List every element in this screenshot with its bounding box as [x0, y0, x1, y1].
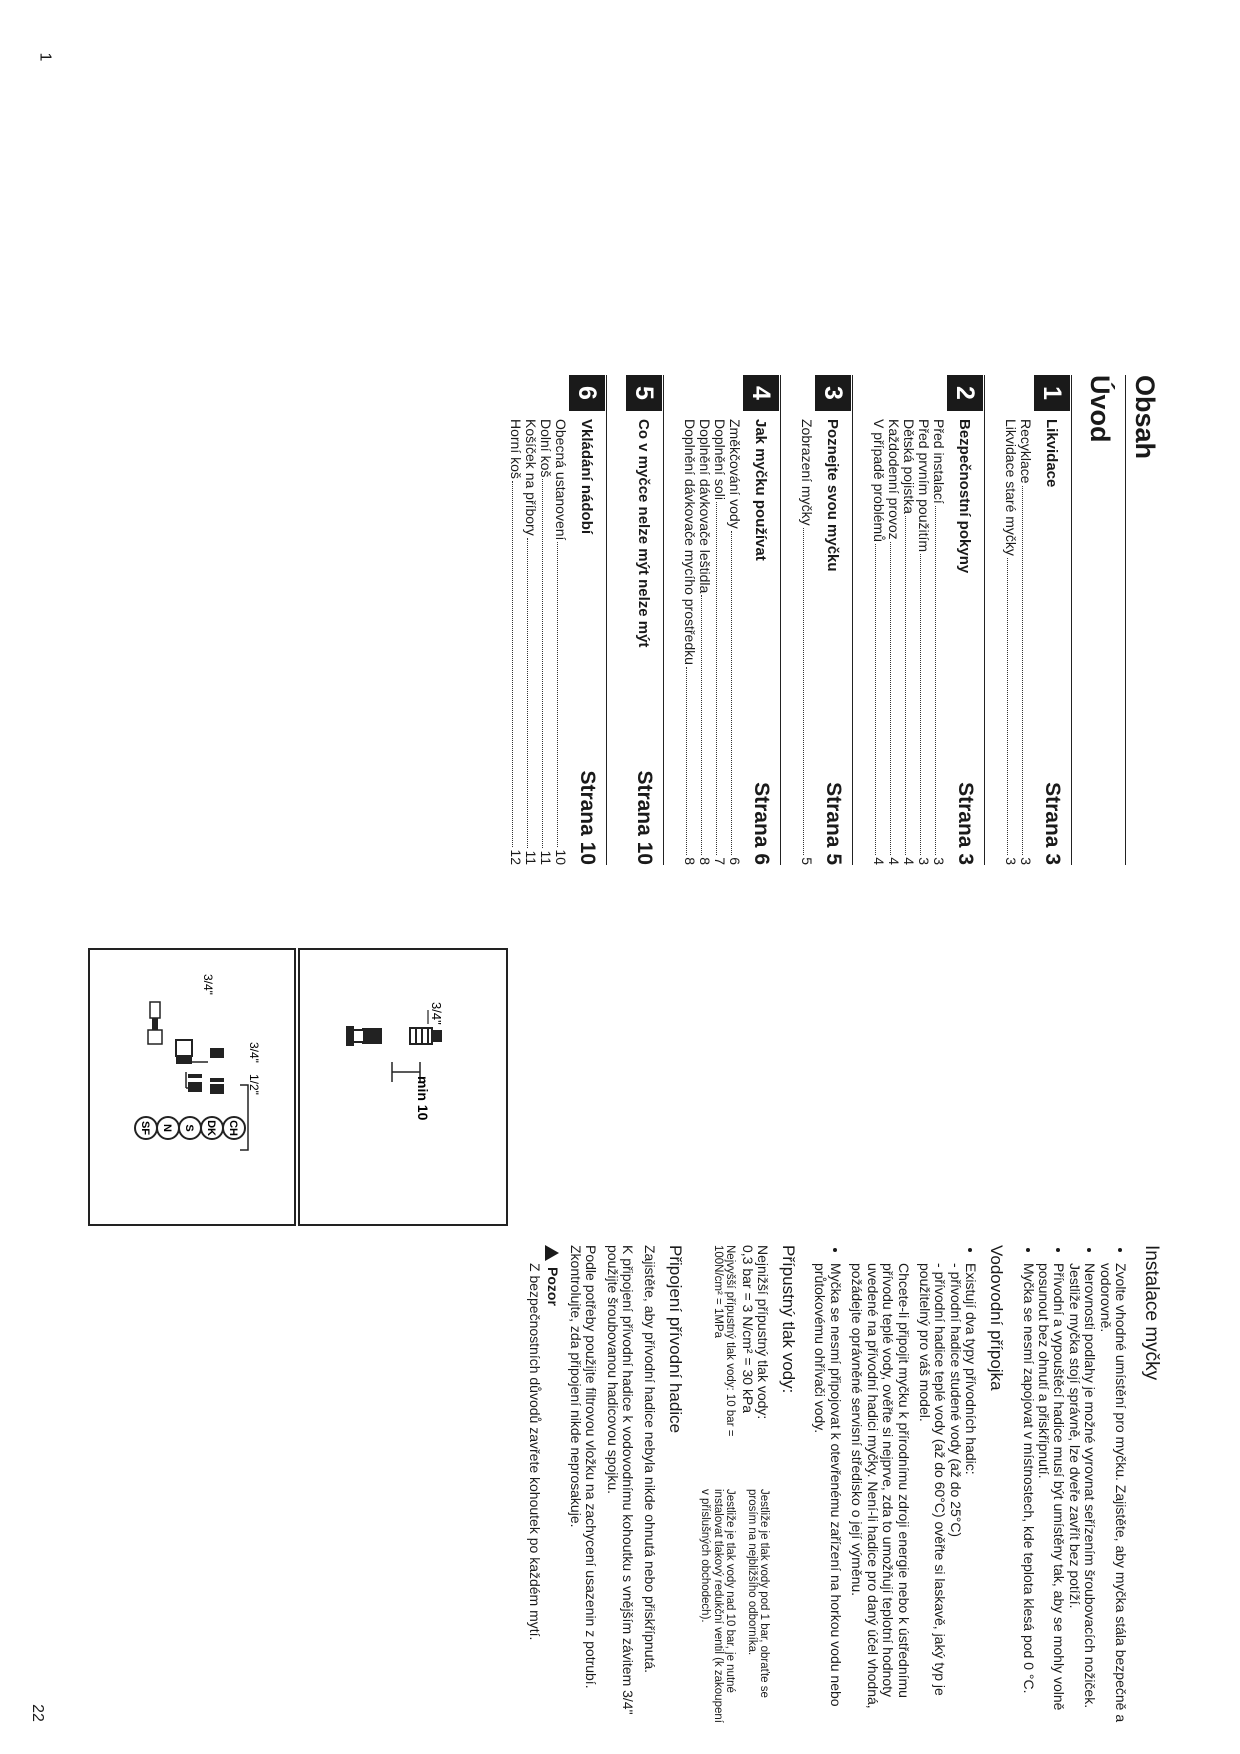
- page-number-left: 1: [36, 52, 54, 62]
- pressure-max-label: Nejvyšší přípustný tlak vody: 10 bar = 100N/cm² = 1MPa: [711, 1245, 737, 1437]
- toc-entry-page: 11: [538, 850, 554, 865]
- toc-entry-label: Před prvním použitím: [916, 419, 932, 553]
- installation-section: [521, 1245, 1162, 1723]
- toc-leader-dots: [1022, 486, 1033, 856]
- toc-entry: [931, 419, 946, 865]
- svg-text:DK: DK: [205, 1120, 217, 1136]
- toc-section-header: [625, 375, 664, 865]
- list-item: [917, 1263, 979, 1723]
- toc-entry-label: Horní koš: [508, 419, 524, 479]
- toc-section-title: Poznejte svou myčku: [824, 419, 842, 572]
- country-code-CH: [223, 1117, 245, 1139]
- toc-section-title: Vkládání nádobí: [578, 419, 596, 535]
- toc-entry-label: Doplnění soli: [712, 419, 728, 500]
- toc-section-header: [1033, 375, 1072, 865]
- section-number-badge: 5: [626, 375, 662, 411]
- toc-entry-label: Košíček na příbory: [523, 419, 539, 536]
- toc-entry: [508, 419, 523, 865]
- toc-section-title: Jak myčku používat: [752, 419, 770, 561]
- toc-leader-dots: [542, 479, 553, 848]
- country-code-DK: [201, 1117, 223, 1139]
- svg-text:S: S: [183, 1124, 195, 1132]
- toc-entry: [712, 419, 727, 865]
- hose-paragraph-3a: Podle potřeby použijte filtrovou vložku na zachycení usazenin z potrubí.: [583, 1245, 600, 1689]
- water-intro: Existují dva typy přívodních hadic:: [963, 1263, 980, 1475]
- svg-text:SF: SF: [139, 1120, 151, 1136]
- install-title: Instalace myčky: [1141, 1245, 1162, 1381]
- pressure-title: Přípustný tlak vody:: [779, 1245, 799, 1394]
- warning-label: Pozor: [544, 1267, 561, 1306]
- water-title: Vodovodní přípojka: [987, 1245, 1007, 1391]
- water-list: [917, 1245, 979, 1723]
- toc-entry-page: 4: [871, 857, 887, 865]
- list-item: • Přívodní a vypouštěcí hadice musí být umístěny tak, aby se mohly volně posunout bez ohnutí a přiskřípnutí.: [1036, 1263, 1067, 1723]
- toc-leader-dots: [1007, 558, 1018, 855]
- table-of-contents: [490, 375, 1160, 865]
- list-item: • Myčka se nesmí připojovat k otevřenému zařízení na horkou vodu nebo průtokovému ohřívači vody.: [812, 1263, 843, 1723]
- toc-section: [508, 375, 607, 865]
- toc-section-page: Strana 3: [1041, 782, 1064, 865]
- hose-paragraph-3: [568, 1245, 599, 1723]
- toc-entry: [1018, 419, 1033, 865]
- page-number-right: 22: [28, 1704, 46, 1722]
- toc-section-page: Strana 10: [576, 770, 599, 865]
- toc-entry-label: Dolní koš: [538, 419, 554, 478]
- toc-entry-page: 3: [916, 857, 932, 865]
- toc-section-page: Strana 10: [633, 770, 656, 865]
- toc-leader-dots: [731, 531, 742, 855]
- pressure-min: [740, 1245, 770, 1723]
- toc-section: [1003, 375, 1072, 865]
- hose-connection-diagram: [298, 948, 508, 1226]
- toc-entry-label: Doplnění dávkovače mycího prostředku: [682, 419, 698, 665]
- svg-text:CH: CH: [227, 1120, 239, 1136]
- faucet-connector-drawing: [300, 950, 506, 1224]
- toc-entries: [1003, 375, 1033, 865]
- toc-section-header: [946, 375, 985, 865]
- section-number-badge: 6: [569, 375, 605, 411]
- toc-entry-page: 3: [931, 857, 947, 865]
- toc-leader-dots: [935, 506, 946, 855]
- toc-section-title: Likvidace: [1043, 419, 1061, 488]
- country-code-S: [179, 1117, 201, 1139]
- toc-section-header: [814, 375, 853, 865]
- hose-paragraph-3b: Zkontrolujte, zda připojení nikde neprosakuje.: [567, 1245, 584, 1528]
- toc-entry-page: 3: [1018, 857, 1034, 865]
- list-item: • Nerovnosti podlahy je možné vyrovnat seřízením šroubovacích nožiček. Jestliže myčka stojí správně, lze dveře zavřít bez potíží.: [1066, 1263, 1097, 1723]
- install-bullets: [1020, 1245, 1128, 1723]
- list-item: • Myčka se nesmí zapojovat v místnostech, kde teplota klesá pod 0 °C.: [1020, 1263, 1035, 1723]
- toc-entry: [697, 419, 712, 865]
- toc-leader-dots: [716, 502, 727, 855]
- toc-entry-label: Dětská pojistka: [901, 419, 917, 514]
- toc-leader-dots: [875, 544, 886, 855]
- toc-leader-dots: [905, 516, 916, 855]
- toc-section-header: [742, 375, 781, 865]
- toc-section: [799, 375, 853, 865]
- toc-entry-label: V případě problémů: [871, 419, 887, 542]
- toc-leader-dots: [686, 667, 697, 855]
- list-item: - přívodní hadice teplé vody (až do 60°C) ověřte si laskavě, jaký typ je použitelný pro váš model.: [917, 1263, 948, 1723]
- toc-entry-label: Změkčování vody: [727, 419, 743, 529]
- pressure-min-value: 0,3 bar = 3 N/cm² = 30 kPa: [740, 1245, 757, 1414]
- filter-adapter-diagram: [88, 948, 296, 1226]
- warning-text: Z bezpečnostních důvodů zavřete kohoutek po každém mytí.: [527, 1263, 544, 1641]
- toc-entry-label: Recyklace: [1018, 419, 1034, 484]
- toc-section-page: Strana 6: [750, 782, 773, 865]
- section-number-badge: 1: [1034, 375, 1070, 411]
- toc-entry: [799, 419, 814, 865]
- toc-sections: [508, 375, 1072, 865]
- toc-leader-dots: [701, 595, 712, 855]
- toc-section-page: Strana 3: [954, 782, 977, 865]
- toc-leader-dots: [557, 542, 568, 847]
- thread-label-a: 3/4": [247, 1042, 261, 1063]
- toc-entry: [916, 419, 931, 865]
- toc-entry-page: 8: [682, 857, 698, 865]
- toc-entry-label: Před instalací: [931, 419, 947, 504]
- toc-entry: [886, 419, 901, 865]
- toc-entry-label: Doplnění dávkovače leštidla: [697, 419, 713, 594]
- toc-section: [682, 375, 781, 865]
- toc-entry-page: 3: [1003, 857, 1019, 865]
- toc-section-header: [568, 375, 607, 865]
- hose-paragraph-1: Zajistěte, aby přívodní hadice nebyla nikde ohnutá nebo přiskřípnutá.: [641, 1245, 658, 1674]
- toc-entry-page: 11: [523, 850, 539, 865]
- toc-entry-page: 8: [697, 857, 713, 865]
- toc-entry-page: 4: [886, 857, 902, 865]
- toc-section: [625, 375, 664, 865]
- toc-entry-page: 6: [727, 857, 743, 865]
- toc-leader-dots: [803, 528, 814, 856]
- toc-entry-page: 7: [712, 857, 728, 865]
- toc-entry-label: Zobrazení myčky: [799, 419, 815, 526]
- toc-entry: [1003, 419, 1018, 865]
- thread-label-b: 1/2": [247, 1074, 261, 1095]
- toc-section-title: Bezpečnostní pokyny: [956, 419, 974, 574]
- water-dash-list: [917, 1263, 963, 1723]
- toc-leader-dots: [512, 481, 523, 848]
- country-code-SF: [135, 1117, 157, 1139]
- toc-entry: [682, 419, 697, 865]
- toc-entries: [871, 375, 946, 865]
- toc-leader-dots: [920, 554, 931, 855]
- list-item: • Zvolte vhodné umístění pro myčku. Zajistěte, aby myčka stála bezpečně a vodorovně.: [1097, 1263, 1128, 1723]
- toc-entry-page: 10: [553, 849, 569, 865]
- warning-heading: [544, 1245, 559, 1723]
- thread-label: 3/4": [429, 1002, 444, 1025]
- section-number-badge: 4: [743, 375, 779, 411]
- section-number-badge: 3: [815, 375, 851, 411]
- svg-text:N: N: [161, 1124, 173, 1132]
- toc-entry-label: Obecná ustanovení: [553, 419, 569, 541]
- toc-section-title: Co v myčce nelze mýt nelze mýt: [635, 419, 653, 648]
- water-bullet-2: [812, 1245, 843, 1723]
- pressure-max: [699, 1245, 737, 1723]
- country-code-N: [157, 1117, 179, 1139]
- toc-entry: [871, 419, 886, 865]
- pressure-min-label: Nejnižší přípustný tlak vody:: [755, 1245, 772, 1420]
- toc-section: [871, 375, 985, 865]
- toc-entries: [508, 375, 568, 865]
- toc-entry-page: 12: [508, 849, 524, 865]
- pressure-min-note: Jestliže je tlak vody pod 1 bar, obraťte se prosím na nejbližšího odborníka.: [745, 1489, 771, 1698]
- toc-entry-label: Každodenní provoz: [886, 419, 902, 540]
- hose-title: Připojení přívodní hadice: [665, 1245, 685, 1434]
- toc-entries: [682, 375, 742, 865]
- toc-leader-dots: [527, 538, 538, 849]
- min-label: min 10: [415, 1076, 431, 1121]
- pressure-max-note: Jestliže je tlak vody nad 10 bar, je nutné instalovat tlakový redukční ventil (k zakoupení v příslušných obchodech).: [699, 1489, 737, 1723]
- adapter-parts-drawing: [90, 950, 294, 1224]
- toc-part-title: Úvod: [1085, 375, 1115, 443]
- water-paragraph: Chcete-li připojit myčku k přírodnímu zdroji energie nebo k ústřednímu přívodu teplé vody, ověřte si nejprve, zda to umožňují teplotní hodnoty uvedené na přívodní hadici myčky. Není-li hadice pro daný účel vhodná, požádejte oprávněné servisní středisko o její výměnu.: [849, 1263, 912, 1709]
- warning-triangle-icon: [545, 1245, 559, 1261]
- toc-entry: [523, 419, 538, 865]
- toc-entry-page: 5: [799, 857, 815, 865]
- list-item: - přívodní hadice studené vody (až do 25°C): [947, 1263, 962, 1723]
- toc-entry: [538, 419, 553, 865]
- thread-label-c: 3/4": [201, 974, 215, 995]
- toc-entry: [727, 419, 742, 865]
- toc-entry: [901, 419, 916, 865]
- toc-leader-dots: [890, 542, 901, 856]
- section-number-badge: 2: [947, 375, 983, 411]
- toc-section-page: Strana 5: [822, 782, 845, 865]
- hose-paragraph-2: K připojení přívodní hadice k vodovodnímu kohoutku s vnějším závitem 3/4" použijte šroubovanou hadicovou spojku.: [604, 1245, 637, 1715]
- toc-title: Obsah: [1125, 375, 1160, 865]
- toc-entry-label: Likvidace staré myčky: [1003, 419, 1019, 556]
- toc-entry: [553, 419, 568, 865]
- toc-entries: [799, 375, 814, 865]
- toc-entry-page: 4: [901, 857, 917, 865]
